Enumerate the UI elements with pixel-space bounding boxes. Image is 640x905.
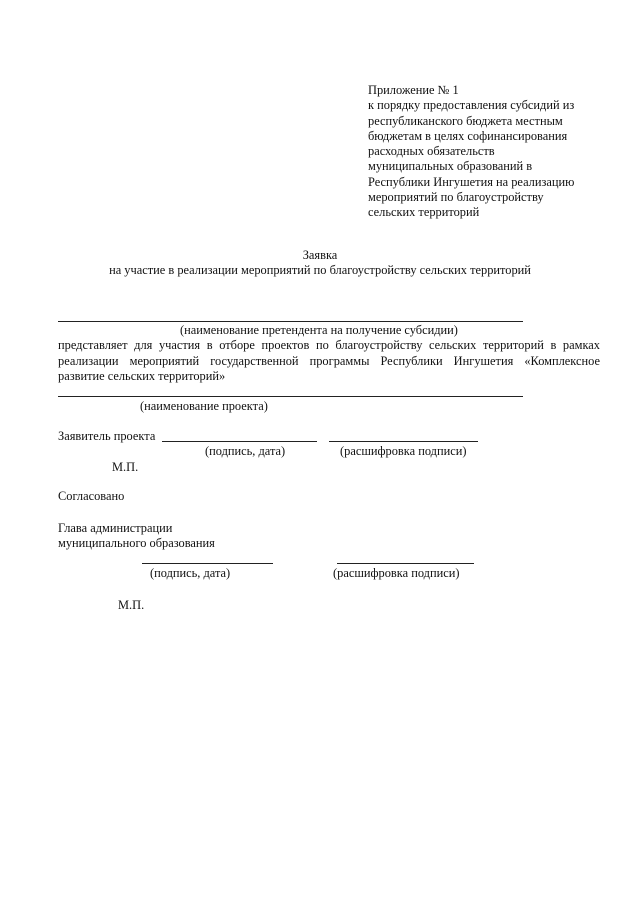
head-stamp-label: М.П. [118,598,145,612]
project-name-field[interactable] [58,396,523,397]
project-name-caption: (наименование проекта) [140,399,268,413]
approval-label: Согласовано [58,489,125,503]
appendix-line: бюджетам в целях софинансирования [368,128,568,143]
applicant-decoding-field[interactable] [329,441,478,442]
appendix-header [368,83,628,221]
document-subtitle: на участие в реализации мероприятий по благоустройству сельских территорий [109,263,531,277]
paragraph-line: реализации мероприятий государственной программы Республики Ингушетия «Комплексное [58,353,600,368]
appendix-line: к порядку предоставления субсидий из [368,98,575,113]
appendix-line: сельских территорий [368,205,480,220]
applicant-name-field[interactable] [58,321,523,322]
applicant-signature-caption: (подпись, дата) [205,444,286,458]
head-decoding-field[interactable] [337,563,474,564]
applicant-stamp-label: М.П. [112,460,139,474]
appendix-line: муниципальных образований в [368,159,533,174]
appendix-line: мероприятий по благоустройству [368,190,544,205]
head-decoding-caption: (расшифровка подписи) [333,566,460,580]
head-title-line2: муниципального образования [58,536,215,550]
appendix-line: Республики Ингушетия на реализацию [368,174,575,189]
head-title-line1: Глава администрации [58,521,173,535]
appendix-line: расходных обязательств [368,144,495,159]
paragraph-line: развитие сельских территорий» [58,369,226,383]
applicant-name-caption: (наименование претендента на получение субсидии) [180,323,458,337]
appendix-line: Приложение № 1 [368,83,459,97]
head-signature-field[interactable] [142,563,273,564]
application-paragraph [58,338,600,385]
paragraph-line: представляет для участия в отборе проектов по благоустройству сельских территорий в рамках [58,338,600,352]
project-applicant-label: Заявитель проекта [58,429,156,443]
document-title: Заявка [302,248,338,262]
head-signature-caption: (подпись, дата) [150,566,231,580]
applicant-signature-field[interactable] [162,441,317,442]
appendix-line: республиканского бюджета местным [368,113,563,128]
applicant-decoding-caption: (расшифровка подписи) [340,444,467,458]
